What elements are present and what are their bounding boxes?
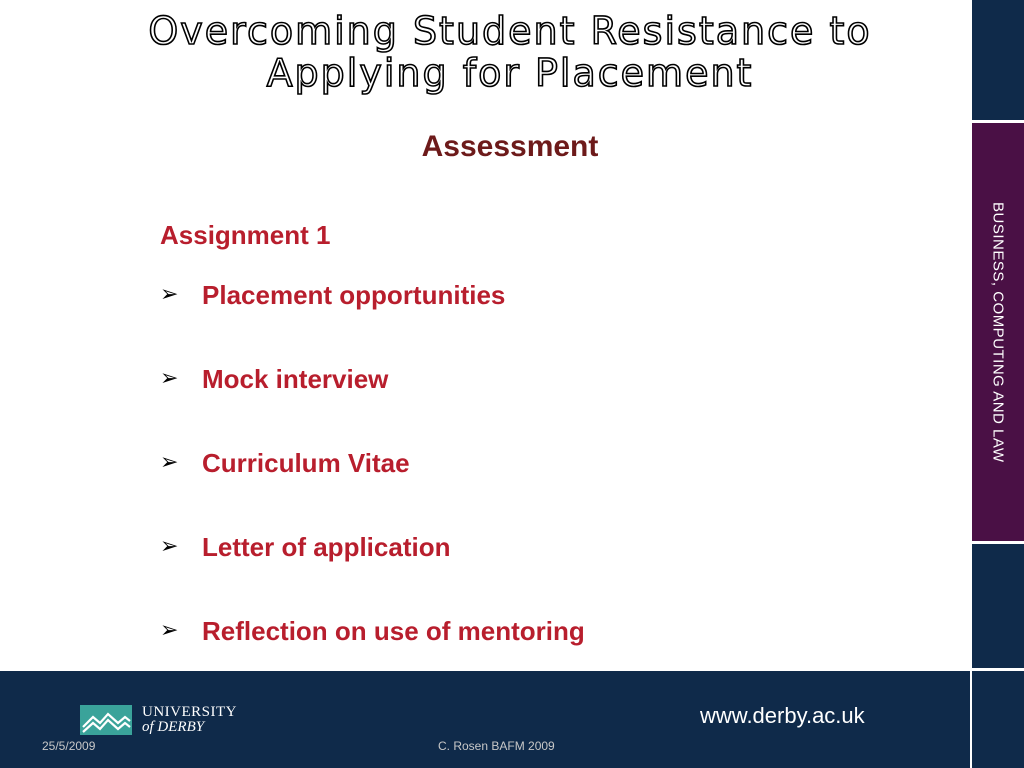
- logo-text: [142, 705, 237, 735]
- faculty-label: BUSINESS, COMPUTING AND LAW: [989, 201, 1007, 463]
- bullet-list: [160, 278, 585, 698]
- logo-text-derby: of DERBY: [142, 719, 205, 735]
- bullet-text: Placement opportunities: [202, 280, 506, 310]
- faculty-label-container: [972, 123, 1024, 541]
- bullet-item: [160, 278, 585, 362]
- university-of-derby-logo-icon: [80, 705, 132, 735]
- slide-title-line1: Overcoming Student Resistance to: [148, 9, 872, 53]
- website-url: www.derby.ac.uk: [700, 703, 865, 728]
- arrow-bullet-icon: ➢: [160, 534, 179, 559]
- slide-title-line2: Applying for Placement: [266, 51, 754, 95]
- university-logo: [80, 700, 280, 740]
- footer-author: C. Rosen BAFM 2009: [438, 739, 555, 753]
- bullet-item: [160, 362, 585, 446]
- right-sidebar: [972, 0, 1024, 768]
- bullet-text: Mock interview: [202, 364, 389, 394]
- arrow-bullet-icon: ➢: [160, 450, 179, 475]
- arrow-bullet-icon: ➢: [160, 618, 179, 643]
- bullet-item: [160, 446, 585, 530]
- bullet-text: Letter of application: [202, 532, 451, 562]
- footer-date: 25/5/2009: [42, 739, 96, 753]
- arrow-bullet-icon: ➢: [160, 282, 179, 307]
- logo-text-university: UNIVERSITY: [142, 704, 237, 720]
- bullet-text: Curriculum Vitae: [202, 448, 410, 478]
- slide-subtitle: Assessment: [421, 130, 599, 163]
- slide-title: [80, 10, 940, 94]
- sidebar-block-top: [972, 0, 1024, 120]
- sidebar-block-bottom: [972, 671, 1024, 768]
- bullet-item: [160, 530, 585, 614]
- bullet-text: Reflection on use of mentoring: [202, 616, 585, 646]
- arrow-bullet-icon: ➢: [160, 366, 179, 391]
- assignment-heading: Assignment 1: [160, 220, 331, 250]
- sidebar-block-lower: [972, 544, 1024, 668]
